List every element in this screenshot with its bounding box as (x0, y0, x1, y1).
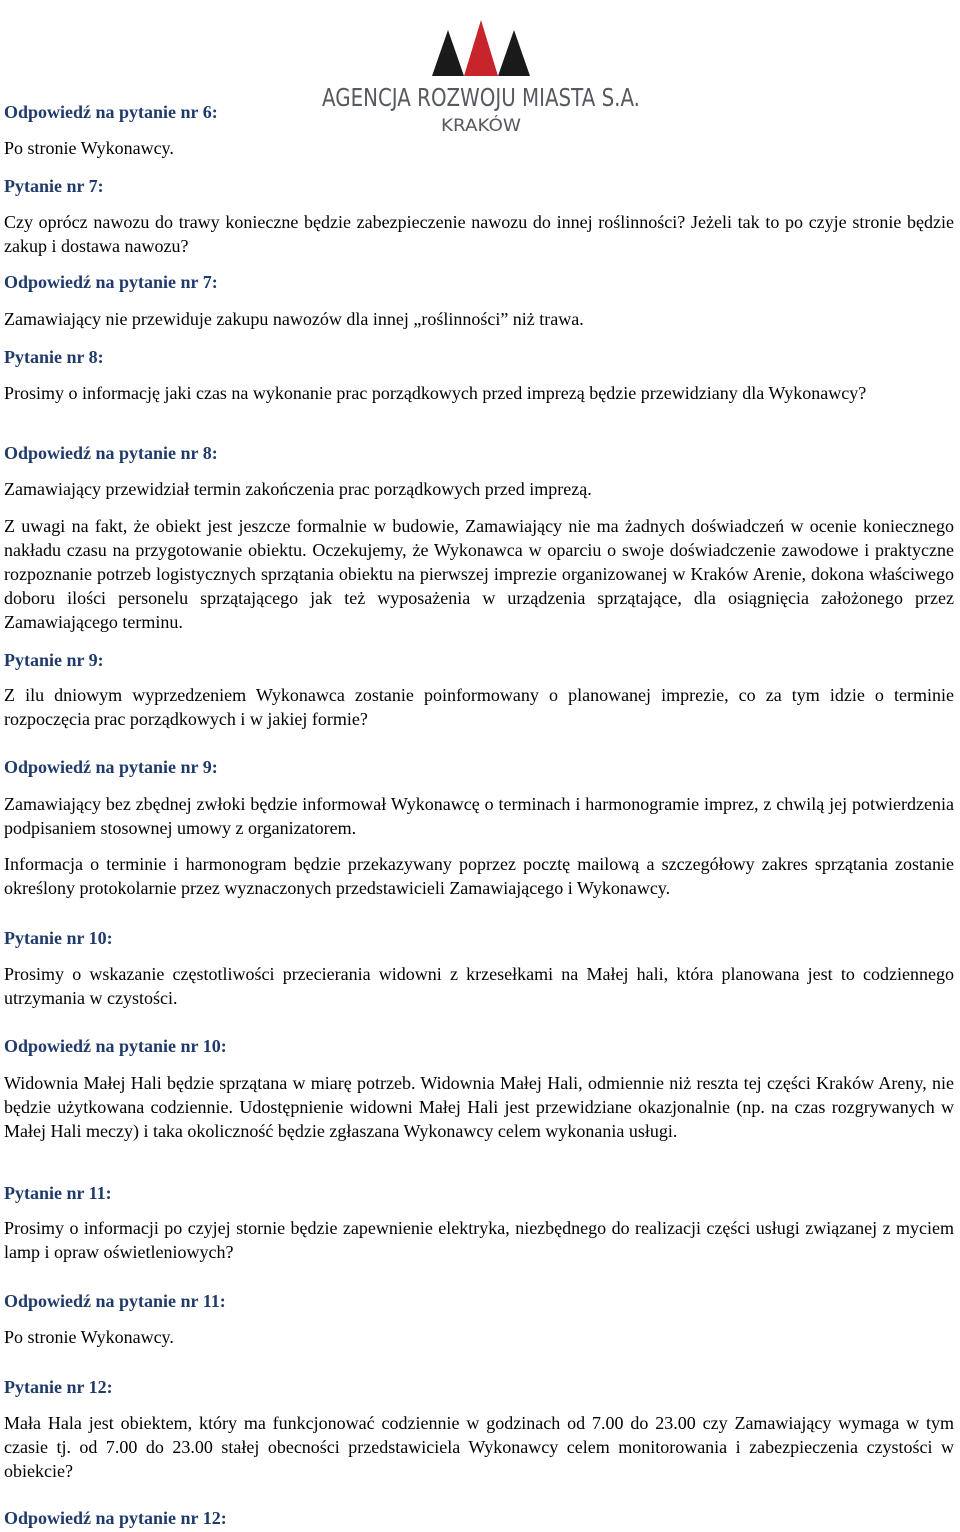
answer-8-text: Zamawiający przewidział termin zakończenia prac porządkowych przed imprezą. (4, 479, 592, 499)
logo-peak-left (432, 30, 464, 76)
answer-12-heading: Odpowiedź na pytanie nr 12: (4, 1508, 227, 1528)
question-11-heading: Pytanie nr 11: (4, 1183, 112, 1203)
answer-9-text: Zamawiający bez zbędnej zwłoki będzie informował Wykonawcę o terminach i harmonogramie imprez, z chwilą jej potwierdzenia podpisaniem stosownej umowy z organizatorem. (4, 794, 954, 838)
logo-peak-right (498, 30, 530, 76)
answer-10-text: Widownia Małej Hali będzie sprzątana w miarę potrzeb. Widownia Małej Hali, odmiennie niż reszta tej części Kraków Areny, nie będzie użytkowana codziennie. Udostępnienie widowni Małej Hali jest przewidziane okazjonalnie (np. na czas rozgrywanych w Małej Hali meczy) i taka okoliczność będzie zgłaszana Wykonawcy celem wykonania usługi. (4, 1073, 954, 1141)
logo-agency-name: AGENCJA ROZWOJU MIASTA S.A. (322, 83, 640, 112)
question-12-text: Mała Hala jest obiektem, który ma funkcjonować codziennie w godzinach od 7.00 do 23.00 czy Zamawiający wymaga w tym czasie tj. od 7.00 do 23.00 stałej obecności przedstawiciela Wykonawcy celem monitorowania i zabezpieczenia czystości w obiekcie? (4, 1413, 954, 1481)
answer-9-heading: Odpowiedź na pytanie nr 9: (4, 757, 218, 777)
question-8-heading: Pytanie nr 8: (4, 347, 104, 367)
question-11-text: Prosimy o informacji po czyjej stornie będzie zapewnienie elektryka, niezbędnego do realizacji części usługi związanej z myciem lamp i opraw oświetleniowych? (4, 1218, 954, 1262)
question-9-heading: Pytanie nr 9: (4, 650, 104, 670)
question-10-heading: Pytanie nr 10: (4, 928, 113, 948)
answer-11-heading: Odpowiedź na pytanie nr 11: (4, 1291, 226, 1311)
answer-9-detail: Informacja o terminie i harmonogram będzie przekazywany poprzez pocztę mailową a szczegółowy zakres sprzątania zostanie określony protokolarnie przez wyznaczonych przedstawicieli Zamawiającego i Wykonawcy. (4, 854, 954, 898)
answer-8-detail: Z uwagi na fakt, że obiekt jest jeszcze formalnie w budowie, Zamawiający nie ma żadnych doświadczeń w ocenie koniecznego nakładu czasu na przygotowanie obiektu. Oczekujemy, że Wykonawca w oparciu o swoje doświadczenie zawodowe i praktyczne rozpoznanie potrzeb logistycznych sprzątania obiektu na pierwszej imprezie organizowanej w Kraków Arenie, dokona właściwego doboru ilości personelu sprzątającego jak też wyposażenia w urządzenia sprzątające, dla osiągnięcia założonego przez Zamawiającego terminu. (4, 516, 954, 632)
answer-10-heading: Odpowiedź na pytanie nr 10: (4, 1036, 227, 1056)
question-10-text: Prosimy o wskazanie częstotliwości przecierania widowni z krzesełkami na Małej hali, która planowana jest to codziennego utrzymania w czystości. (4, 964, 954, 1008)
answer-7-heading: Odpowiedź na pytanie nr 7: (4, 272, 218, 292)
answer-8-heading: Odpowiedź na pytanie nr 8: (4, 443, 218, 463)
answer-11-text: Po stronie Wykonawcy. (4, 1327, 174, 1347)
question-8-text: Prosimy o informację jaki czas na wykonanie prac porządkowych przed imprezą będzie przewidziany dla Wykonawcy? (4, 383, 867, 403)
question-7-text: Czy oprócz nawozu do trawy konieczne będzie zabezpieczenie nawozu do innej roślinności? Jeżeli tak to po czyje stronie będzie zakup i dostawa nawozu? (4, 212, 954, 256)
answer-6-text: Po stronie Wykonawcy. (4, 138, 174, 158)
logo-city-name: KRAKÓW (441, 116, 516, 136)
question-7-heading: Pytanie nr 7: (4, 176, 104, 196)
question-9-text: Z ilu dniowym wyprzedzeniem Wykonawca zostanie poinformowany o planowanej imprezie, co za tym idzie o terminie rozpoczęcia prac porządkowych i w jakiej formie? (4, 685, 954, 729)
logo-peak-center (464, 20, 498, 76)
answer-7-text: Zamawiający nie przewiduje zakupu nawozów dla innej „roślinności” niż trawa. (4, 309, 584, 329)
question-12-heading: Pytanie nr 12: (4, 1377, 113, 1397)
answer-6-heading: Odpowiedź na pytanie nr 6: (4, 102, 218, 122)
